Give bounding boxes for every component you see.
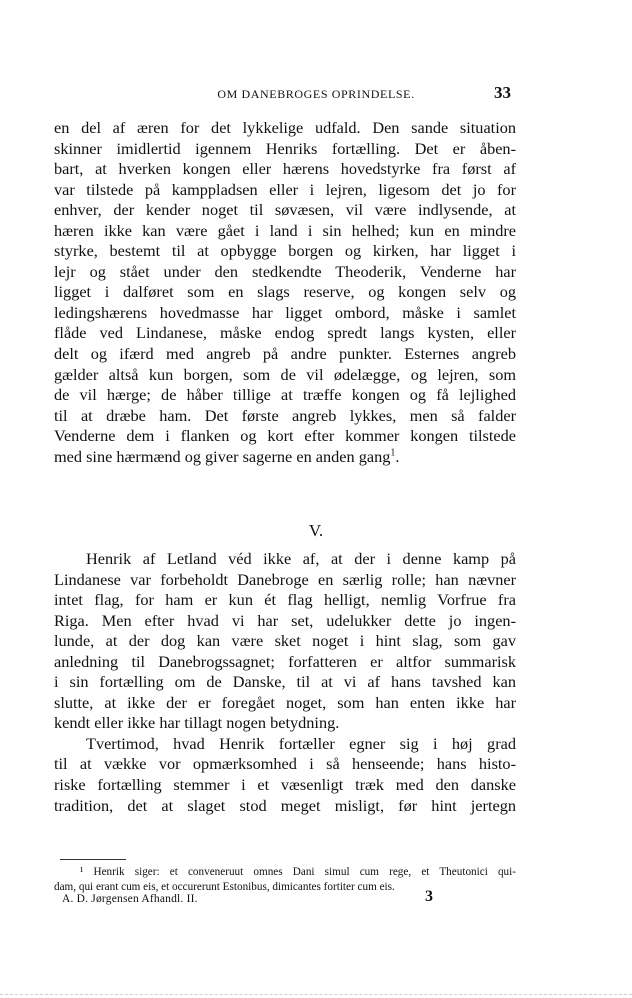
text-line: til at vække vor opmærksomhed i så henseende; hans histo-: [54, 754, 516, 774]
text-line: Venderne dem i flanken og kort efter kommer kongen tilstede: [54, 426, 516, 446]
text-line: flåde ved Lindanese, måske endog spredt langs kysten, eller: [54, 323, 516, 343]
text-line: gælder altså kun borgen, som de vil ødelægge, og lejren, som: [54, 364, 516, 384]
footnote-divider: [60, 859, 126, 860]
text-line: enhver, der kender noget til søvæsen, vil være indlysende, at: [54, 200, 516, 220]
text-line: i sin fortælling om de Danske, til at vi af hans tavshed kan: [54, 672, 516, 692]
printer-signature: A. D. Jørgensen Afhandl. II.: [62, 893, 198, 905]
running-title: OM DANEBROGES OPRINDELSE.: [217, 87, 415, 101]
text-line: ledingshærens hovedmasse har ligget ombord, måske i samlet: [54, 302, 516, 322]
text-line: delt og ifærd med angreb på andre punkter. Esternes angreb: [54, 344, 516, 364]
text-line: bart, at hverken kongen eller hærens hovedstyrke fra først af: [54, 159, 516, 179]
text-line: lunde, at der dog kan være sket noget i hint slag, som gav: [54, 631, 516, 651]
text-line: intet flag, for ham er kun ét flag helligt, nemlig Vorfrue fra: [54, 590, 516, 610]
page-edge-divider: [0, 994, 632, 995]
text-line: tradition, det at slaget stod meget misligt, før hint jertegn: [54, 795, 516, 815]
text-line: var tilstede på kamppladsen eller i lejren, ligesom det jo for: [54, 179, 516, 199]
text-line-last: kendt eller ikke har tillagt nogen betydning.: [54, 713, 340, 733]
sheet-mark: 3: [425, 888, 433, 905]
text-line: styrke, bestemt til at opbygge borgen og kirken, har ligget i: [54, 241, 516, 261]
text-line: skinner imidlertid igennem Henriks fortælling. Det er åben-: [54, 138, 516, 158]
text-line: riske fortælling stemmer i et væsenligt træk med den danske: [54, 775, 516, 795]
text-line: en del af æren for det lykkelige udfald. Den sande situation: [54, 118, 516, 137]
text-line: anledning til Danebrogssagnet; forfatteren er altfor summarisk: [54, 651, 516, 671]
page-number: 33: [494, 83, 511, 102]
text-line: de vil hærge; de håber tillige at træffe kongen og få lejlighed: [54, 385, 516, 405]
text-line: Lindanese var forbeholdt Danebroge en særlig rolle; han nævner: [54, 569, 516, 589]
text-line: Henrik af Letland véd ikke af, at der i denne kamp på: [86, 549, 516, 568]
text-line: slutte, at ikke der er foregået noget, som han enten ikke har: [54, 692, 516, 712]
section-body: [54, 549, 516, 816]
text-line: Riga. Men efter hvad vi har set, udelukker dette jo ingen-: [54, 610, 516, 630]
footnote-line: dam, qui erant cum eis, et occurerunt Estonibus, dimicantes fortiter cum eis.: [54, 881, 395, 893]
footnote: [54, 865, 516, 895]
footnote-reference[interactable]: 1: [390, 447, 396, 459]
text-line-last: [54, 447, 516, 468]
text-fragment: med sine hærmænd og giver sagerne en anden gang: [54, 446, 391, 466]
text-line: ligget i dalføret som en slags reserve, og kongen selv og: [54, 282, 516, 302]
page-header: [0, 84, 632, 104]
text-line: til at dræbe ham. Det første angreb lykkes, men så falder: [54, 405, 516, 425]
text-line: hæren ikke kan være gået i land i sin helhed; kun en mindre: [54, 220, 516, 240]
section-heading: V.: [308, 521, 324, 540]
text-line: Tvertimod, hvad Henrik fortæller egner sig i høj grad: [86, 733, 516, 753]
paragraph-1: [54, 118, 516, 467]
text-line: lejr og stået under den stedkendte Theoderik, Venderne har: [54, 261, 516, 281]
footnote-line: ¹ Henrik siger: et conveneruut omnes Dani simul cum rege, et Theutonici qui-: [80, 866, 516, 878]
closing-punctuation: .: [395, 446, 400, 466]
